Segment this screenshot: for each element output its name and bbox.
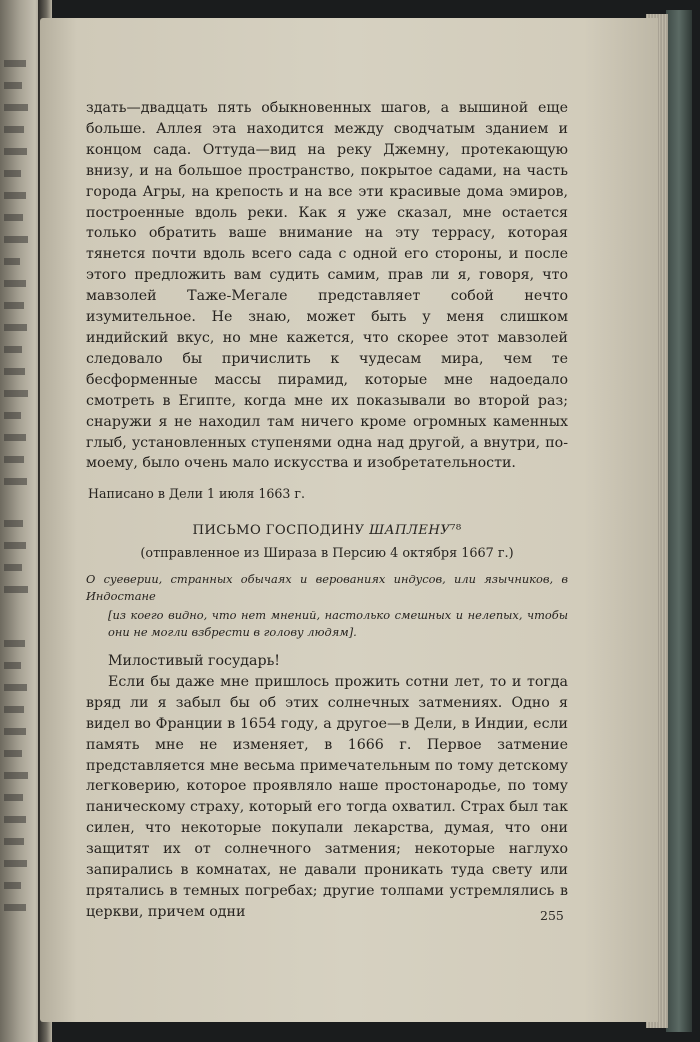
page-text bbox=[86, 98, 568, 923]
book-cover-edge bbox=[666, 10, 692, 1032]
page-number: 255 bbox=[540, 908, 564, 923]
letter-signature: Написано в Дели 1 июля 1663 г. bbox=[88, 486, 305, 502]
letter-summary: О суеверии, странных обычаях и верованиях индусов, или язычников, в Индостане bbox=[86, 572, 568, 604]
previous-letter-paragraph: здать—двадцать пять обыкновенных шагов, а вышиной еще больше. Аллея эта находится между сводчатым зданием и концом сада. Оттуда—вид на реку Джемну, протекающую внизу, и на большое пространство, покрытое садами, на часть города Агры, на крепость и на все эти красивые дома эмиров, построенные вдоль реки. Как я уже сказал, мне остается только обратить ваше внимание на эту террасу, которая тянется почти вдоль всего сада с одной его стороны, и после этого предложить вам судить самим, прав ли я, говоря, что мавзолей Таже-Мегале представляет собой нечто изумительное. Не знаю, может быть у меня слишком индийский вкус, но мне кажется, что скорее этот мавзолей следовало бы причислить к чудесам мира, чем те бесформенные массы пирамид, которые мне надоедало смотреть в Египте, когда мне их показывали во второй раз; снаружи я не находил там ничего кроме огромных каменных глыб, установленных ступенями одна над другой, а внутри, по-моему, было очень мало искусства и изобретательности. bbox=[86, 100, 568, 472]
footnote-marker: ⁷⁸ bbox=[450, 523, 462, 539]
letter-heading bbox=[86, 521, 568, 542]
heading-name: ШАПЛЕНУ bbox=[369, 523, 451, 539]
letter-subheading: (отправленное из Шираза в Персию 4 октября 1667 г.) bbox=[140, 546, 514, 562]
letter-salutation: Милостивый государь! bbox=[108, 653, 281, 670]
letter-body-paragraph: Если бы даже мне пришлось прожить сотни лет, то и тогда вряд ли я забыл бы об этих солнечных затмениях. Одно я видел во Франции в 1654 году, а другое—в Дели, в Индии, если память мне не изменяет, в 1666 г. Первое затмение представляется мне весьма примечательным по тому детскому легковерию, которое проявляло наше простонародье, по тому паническому страху, который его тогда охватил. Страх был так силен, что некоторые покупали лекарства, думая, что они защитят их от солнечного затмения; некоторые наглухо запирались в комнатах, не давали проникать туда свету или прятались в темных погребах; другие толпами устремлялись в церкви, причем одни bbox=[86, 673, 568, 920]
heading-prefix: ПИСЬМО ГОСПОДИНУ bbox=[192, 523, 370, 539]
letter-summary-note: [из коего видно, что нет мнений, настолько смешных и нелепых, чтобы они не могли взбрести в голову людям]. bbox=[108, 608, 568, 640]
